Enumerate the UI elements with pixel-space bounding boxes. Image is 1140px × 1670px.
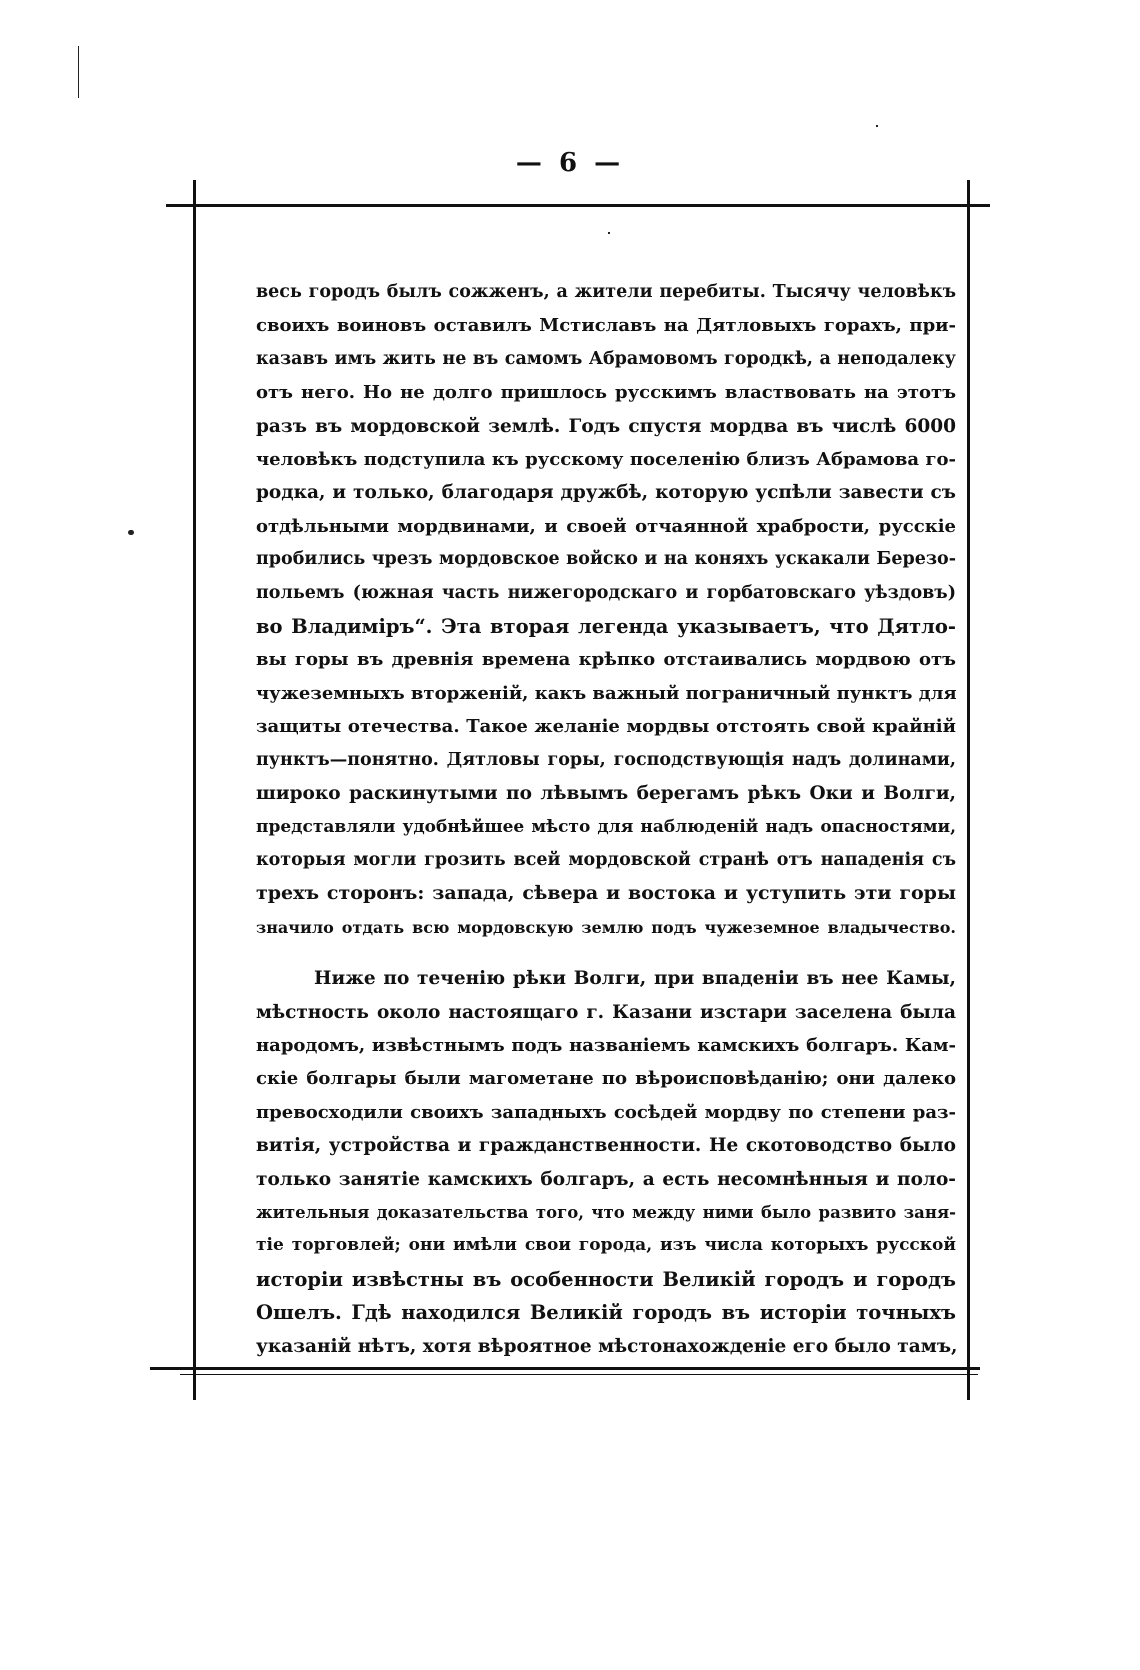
ink-speck bbox=[608, 232, 610, 234]
text-line: трехъ сторонъ: запада, сѣвера и востока и уступить эти горы bbox=[256, 882, 956, 905]
ink-speck bbox=[876, 125, 878, 127]
text-line: весь городъ былъ сожженъ, а жители перебиты. Тысячу человѣкъ bbox=[256, 282, 956, 302]
text-line: казавъ имъ жить не въ самомъ Абрамовомъ городкѣ, а неподалеку bbox=[256, 348, 956, 369]
frame-bottom-rule bbox=[150, 1367, 980, 1370]
text-line: народомъ, извѣстнымъ подъ названіемъ камскихъ болгаръ. Кам- bbox=[256, 1034, 956, 1056]
frame-right-rule bbox=[967, 180, 970, 1400]
text-line: Ниже по теченію рѣки Волги, при впаденіи въ нее Камы, bbox=[314, 968, 956, 990]
text-line: только занятіе камскихъ болгаръ, а есть несомнѣнныя и поло- bbox=[256, 1168, 956, 1190]
text-line: польемъ (южная часть нижегородскаго и горбатовскаго уѣздовъ) bbox=[256, 582, 956, 603]
text-line: пробились чрезъ мордовское войско и на коняхъ ускакали Березо- bbox=[256, 549, 956, 570]
paragraph-gap bbox=[256, 944, 956, 962]
text-line: витія, устройства и гражданственности. Не скотоводство было bbox=[256, 1135, 956, 1157]
text-line: защиты отечества. Такое желаніе мордвы отстоять свой крайній bbox=[256, 716, 956, 738]
text-line: которыя могли грозить всей мордовской странѣ отъ нападенія съ bbox=[256, 849, 956, 870]
text-line: представляли удобнѣйшее мѣсто для наблюденій надъ опасностями, bbox=[256, 816, 956, 837]
text-line: разъ въ мордовской землѣ. Годъ спустя мордва въ числѣ 6000 bbox=[256, 415, 956, 437]
text-line: Ошелъ. Гдѣ находился Великій городъ въ исторіи точныхъ bbox=[256, 1301, 956, 1325]
page-number: — 6 — bbox=[515, 148, 625, 178]
body-text bbox=[256, 276, 956, 1363]
text-line: превосходили своихъ западныхъ сосѣдей мордву по степени раз- bbox=[256, 1101, 956, 1123]
text-line: исторіи извѣстны въ особенности Великій городъ и городъ bbox=[256, 1267, 956, 1291]
text-line: родка, и только, благодаря дружбѣ, которую успѣли завести съ bbox=[256, 482, 956, 504]
text-line: во Владиміръ“. Эта вторая легенда указываетъ, что Дятло- bbox=[256, 615, 956, 639]
text-line: мѣстность около настоящаго г. Казани изстари заселена была bbox=[256, 1001, 956, 1023]
text-line: указаній нѣтъ, хотя вѣроятное мѣстонахожденіе его было тамъ, bbox=[256, 1335, 958, 1357]
paragraph bbox=[256, 962, 956, 1363]
text-line: вы горы въ древнія времена крѣпко отстаивались мордвою отъ bbox=[256, 649, 956, 671]
text-line: пунктъ—понятно. Дятловы горы, господствующія надъ долинами, bbox=[256, 749, 956, 770]
text-line: широко раскинутыми по лѣвымъ берегамъ рѣкъ Оки и Волги, bbox=[256, 783, 956, 805]
text-line: человѣкъ подступила къ русскому поселенію близъ Абрамова го- bbox=[256, 449, 956, 471]
frame-bottom-rule-thin bbox=[180, 1374, 978, 1375]
text-line: своихъ воиновъ оставилъ Мстиславъ на Дятловыхъ горахъ, при- bbox=[256, 315, 956, 337]
margin-ink-mark bbox=[78, 46, 79, 98]
frame-left-rule bbox=[193, 180, 196, 1400]
text-line: значило отдать всю мордовскую землю подъ чужеземное владычество. bbox=[256, 917, 956, 937]
margin-ink-dot bbox=[128, 530, 134, 535]
frame-top-rule bbox=[166, 204, 990, 207]
text-line: тіе торговлей; они имѣли свои города, изъ числа которыхъ русской bbox=[256, 1235, 956, 1256]
text-line: отъ него. Но не долго пришлось русскимъ властвовать на этотъ bbox=[256, 382, 956, 404]
paragraph bbox=[256, 276, 956, 944]
text-line: скіе болгары были магометане по вѣроисповѣданію; они далеко bbox=[256, 1068, 956, 1090]
text-line: отдѣльными мордвинами, и своей отчаянной храбрости, русскіе bbox=[256, 515, 956, 537]
text-line: чужеземныхъ вторженій, какъ важный пограничный пунктъ для bbox=[256, 682, 957, 704]
text-line: жительныя доказательства того, что между ними было развито заня- bbox=[256, 1202, 956, 1222]
